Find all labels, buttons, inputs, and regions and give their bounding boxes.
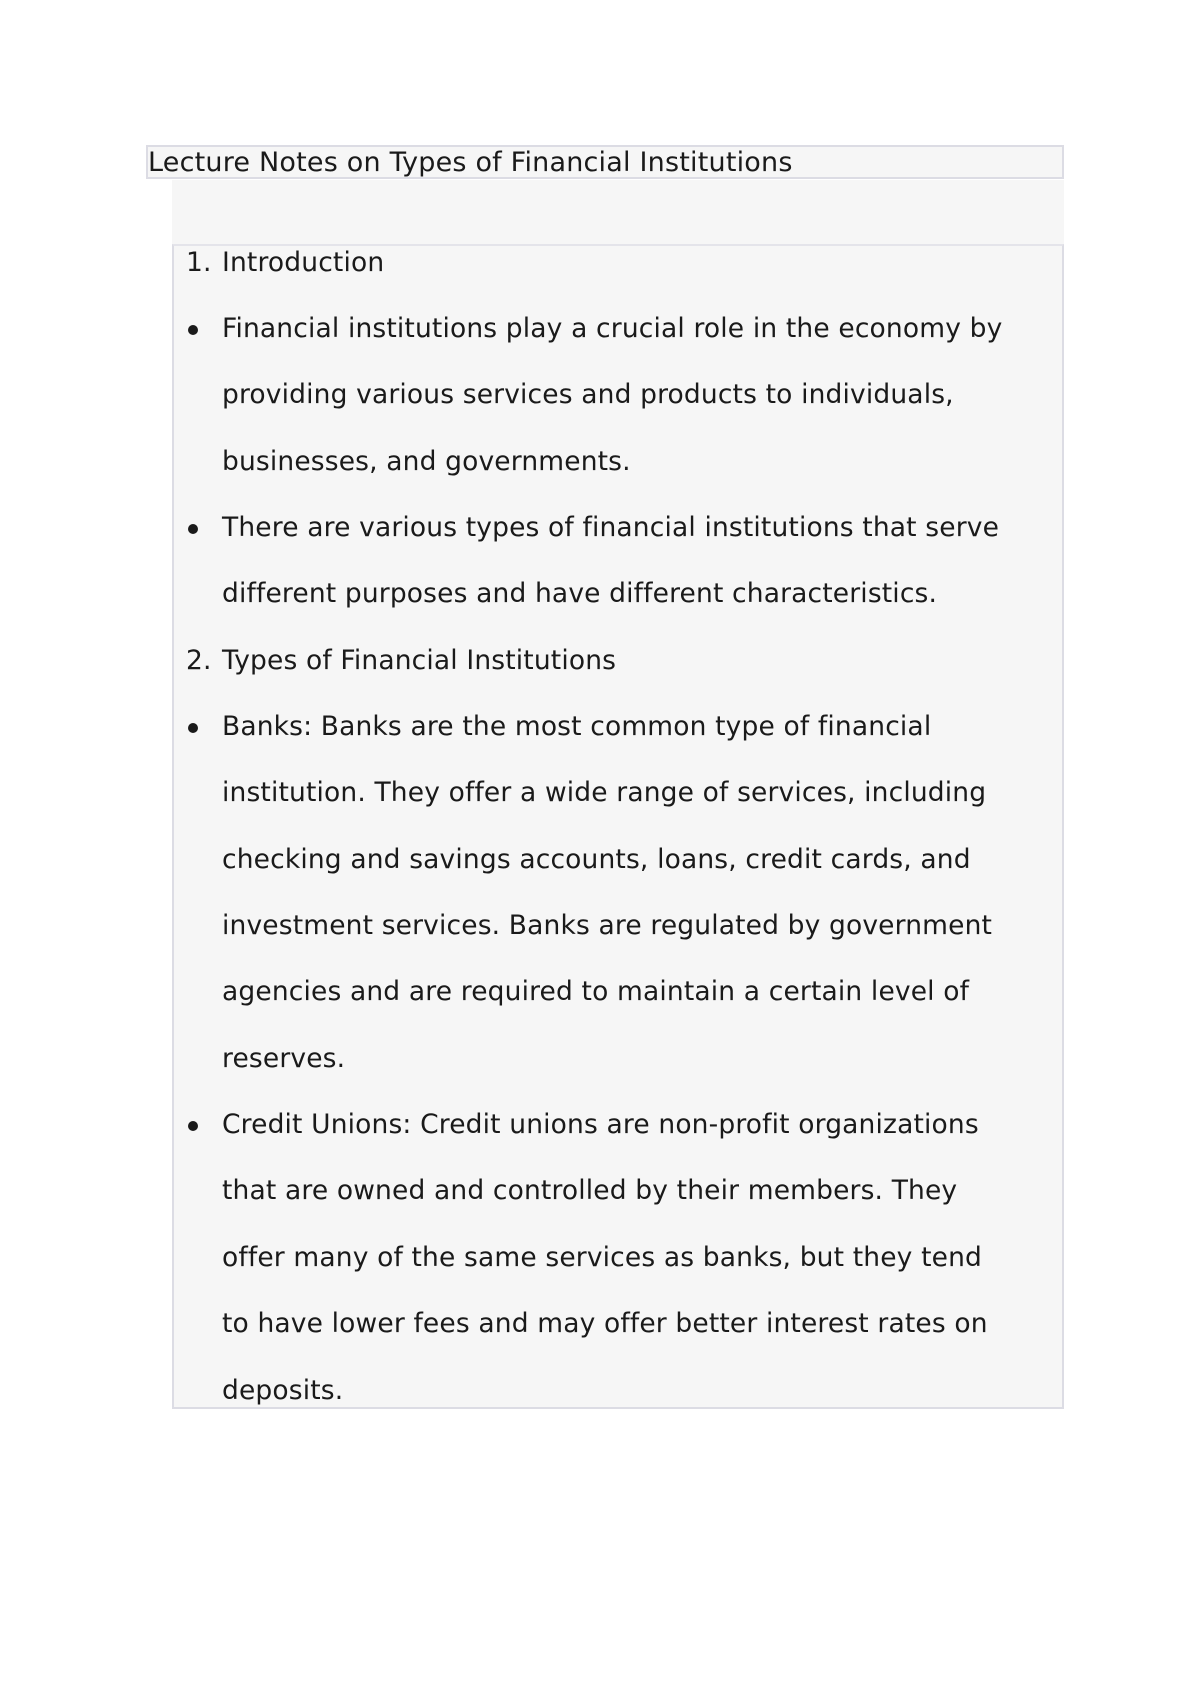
section-number: 1. xyxy=(186,247,212,278)
bullet-line: checking and savings accounts, loans, credit cards, and xyxy=(222,844,971,875)
bullet-line: reserves. xyxy=(222,1043,346,1074)
bullet-line: There are various types of financial institutions that serve xyxy=(222,512,1000,543)
title-box xyxy=(146,145,1064,179)
bullet-line: offer many of the same services as banks, but they tend xyxy=(222,1242,982,1273)
bullet-line: deposits. xyxy=(222,1375,344,1406)
bullet-line: providing various services and products to individuals, xyxy=(222,379,954,410)
bullet-line: institution. They offer a wide range of services, including xyxy=(222,777,987,808)
section-number: 2. xyxy=(186,645,212,676)
section-heading: Types of Financial Institutions xyxy=(222,645,617,676)
bullet-icon xyxy=(188,325,198,335)
bullet-line: Banks: Banks are the most common type of financial xyxy=(222,711,932,742)
bullet-line: investment services. Banks are regulated by government xyxy=(222,910,993,941)
bullet-line: to have lower fees and may offer better interest rates on xyxy=(222,1308,988,1339)
bullet-icon xyxy=(188,524,198,534)
bullet-line: agencies and are required to maintain a certain level of xyxy=(222,976,970,1007)
bullet-line: businesses, and governments. xyxy=(222,446,631,477)
bullet-icon xyxy=(188,723,198,733)
bullet-line: Credit Unions: Credit unions are non-profit organizations xyxy=(222,1109,979,1140)
notes-content xyxy=(172,244,1064,1409)
header-spacer xyxy=(172,180,1064,244)
bullet-icon xyxy=(188,1121,198,1131)
bullet-line: that are owned and controlled by their members. They xyxy=(222,1175,958,1206)
bullet-line: Financial institutions play a crucial role in the economy by xyxy=(222,313,1003,344)
section-heading: Introduction xyxy=(222,247,385,278)
bullet-line: different purposes and have different characteristics. xyxy=(222,578,938,609)
document-title: Lecture Notes on Types of Financial Institutions xyxy=(148,147,793,178)
